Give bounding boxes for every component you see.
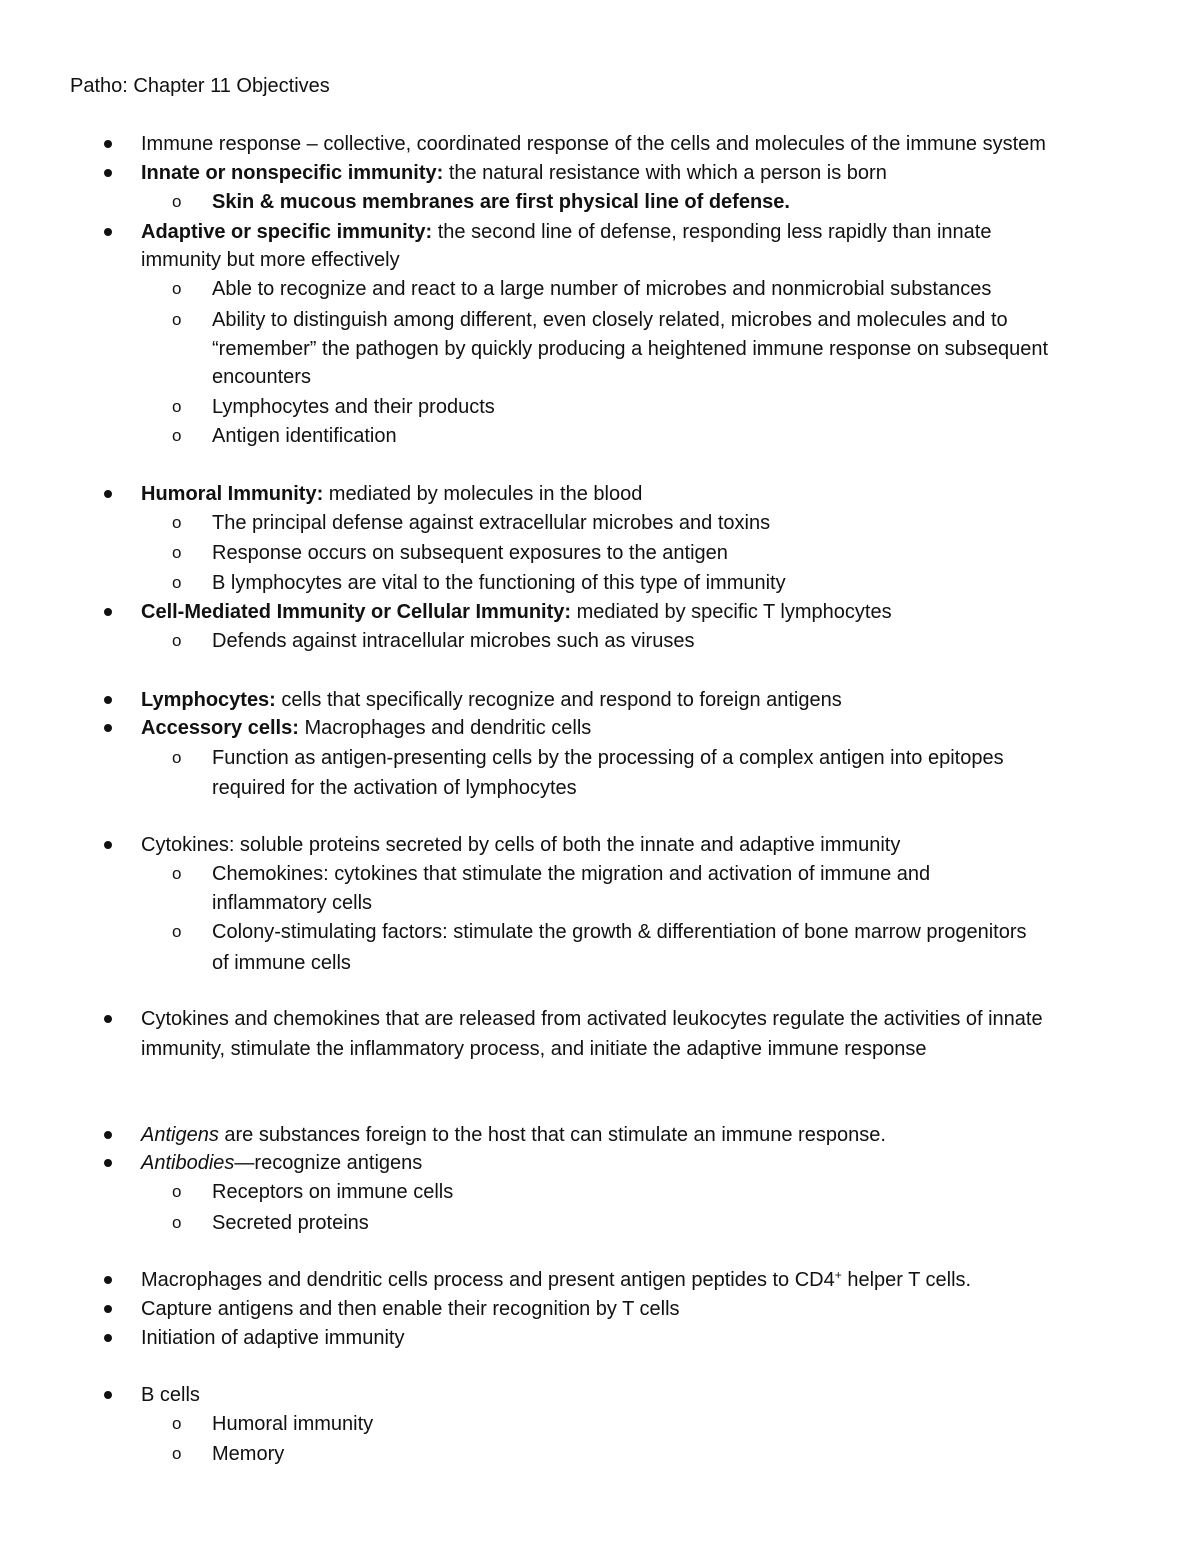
sub-bullet-icon: o (172, 922, 182, 941)
list-item: Humoral Immunity: mediated by molecules in the blood (141, 483, 643, 505)
bullet-icon (104, 228, 112, 236)
sub-list-item-continued: encounters (212, 366, 311, 388)
list-item-continued: immunity, stimulate the inflammatory process, and initiate the adaptive immune response (141, 1038, 927, 1060)
sub-list-item: Function as antigen-presenting cells by the processing of a complex antigen into epitopes (212, 747, 1004, 769)
sub-list-item: Receptors on immune cells (212, 1181, 454, 1203)
sub-list-item-continued: required for the activation of lymphocytes (212, 777, 577, 799)
sub-list-item: The principal defense against extracellular microbes and toxins (212, 512, 771, 534)
document-title: Patho: Chapter 11 Objectives (70, 75, 330, 97)
sub-list-item: Response occurs on subsequent exposures to the antigen (212, 542, 728, 564)
list-item: Macrophages and dendritic cells process and present antigen peptides to CD4+ helper T cells. (141, 1268, 972, 1291)
list-item: Antibodies—recognize antigens (141, 1152, 423, 1174)
sub-bullet-icon: o (172, 631, 182, 650)
sub-list-item: Humoral immunity (212, 1413, 374, 1435)
sub-bullet-icon: o (172, 1414, 182, 1433)
bullet-icon (104, 140, 112, 148)
sub-bullet-icon: o (172, 543, 182, 562)
list-item: Innate or nonspecific immunity: the natural resistance with which a person is born (141, 162, 887, 184)
sub-list-item: B lymphocytes are vital to the functioning of this type of immunity (212, 572, 786, 594)
sub-bullet-icon: o (172, 573, 182, 592)
sub-list-item-continued: “remember” the pathogen by quickly producing a heightened immune response on subsequent (212, 338, 1049, 360)
list-item-continued: immunity but more effectively (141, 249, 400, 271)
list-item: Adaptive or specific immunity: the second line of defense, responding less rapidly than innate (141, 221, 992, 243)
sub-bullet-icon: o (172, 397, 182, 416)
list-item: Capture antigens and then enable their recognition by T cells (141, 1298, 680, 1320)
sub-bullet-icon: o (172, 748, 182, 767)
list-item: Cell-Mediated Immunity or Cellular Immunity: mediated by specific T lymphocytes (141, 601, 892, 623)
list-item: Cytokines and chemokines that are released from activated leukocytes regulate the activities of innate (141, 1008, 1043, 1030)
sub-bullet-icon: o (172, 1182, 182, 1201)
sub-list-item: Ability to distinguish among different, even closely related, microbes and molecules and to (212, 309, 1008, 331)
sub-list-item: Skin & mucous membranes are first physical line of defense. (212, 191, 790, 213)
sub-bullet-icon: o (172, 1213, 182, 1232)
bullet-icon (104, 1391, 112, 1399)
sub-bullet-icon: o (172, 192, 182, 211)
list-item: Immune response – collective, coordinated response of the cells and molecules of the immune system (141, 133, 1046, 155)
sub-list-item: Defends against intracellular microbes such as viruses (212, 630, 695, 652)
sub-list-item-continued: inflammatory cells (212, 892, 373, 914)
sub-bullet-icon: o (172, 426, 182, 445)
bullet-icon (104, 841, 112, 849)
bullet-icon (104, 490, 112, 498)
bullet-icon (104, 696, 112, 704)
bullet-icon (104, 1334, 112, 1342)
bullet-icon (104, 1131, 112, 1139)
sub-bullet-icon: o (172, 864, 182, 883)
list-item: Accessory cells: Macrophages and dendritic cells (141, 717, 592, 739)
sub-bullet-icon: o (172, 513, 182, 532)
sub-list-item: Memory (212, 1443, 285, 1465)
sub-list-item: Antigen identification (212, 425, 397, 447)
sub-list-item-continued: of immune cells (212, 952, 351, 974)
sub-list-item: Lymphocytes and their products (212, 396, 495, 418)
list-item: Cytokines: soluble proteins secreted by cells of both the innate and adaptive immunity (141, 834, 901, 856)
sub-bullet-icon: o (172, 310, 182, 329)
bullet-icon (104, 608, 112, 616)
list-item: Lymphocytes: cells that specifically recognize and respond to foreign antigens (141, 689, 842, 711)
bullet-icon (104, 1305, 112, 1313)
sub-list-item: Able to recognize and react to a large number of microbes and nonmicrobial substances (212, 278, 992, 300)
bullet-icon (104, 1015, 112, 1023)
list-item: Antigens are substances foreign to the host that can stimulate an immune response. (141, 1124, 886, 1146)
sub-bullet-icon: o (172, 279, 182, 298)
sub-list-item: Colony-stimulating factors: stimulate the growth & differentiation of bone marrow progenitors (212, 921, 1027, 943)
bullet-icon (104, 724, 112, 732)
bullet-icon (104, 1159, 112, 1167)
list-item: B cells (141, 1384, 200, 1406)
sub-list-item: Secreted proteins (212, 1212, 369, 1234)
list-item: Initiation of adaptive immunity (141, 1327, 405, 1349)
bullet-icon (104, 169, 112, 177)
sub-bullet-icon: o (172, 1444, 182, 1463)
sub-list-item: Chemokines: cytokines that stimulate the migration and activation of immune and (212, 863, 931, 885)
bullet-icon (104, 1276, 112, 1284)
